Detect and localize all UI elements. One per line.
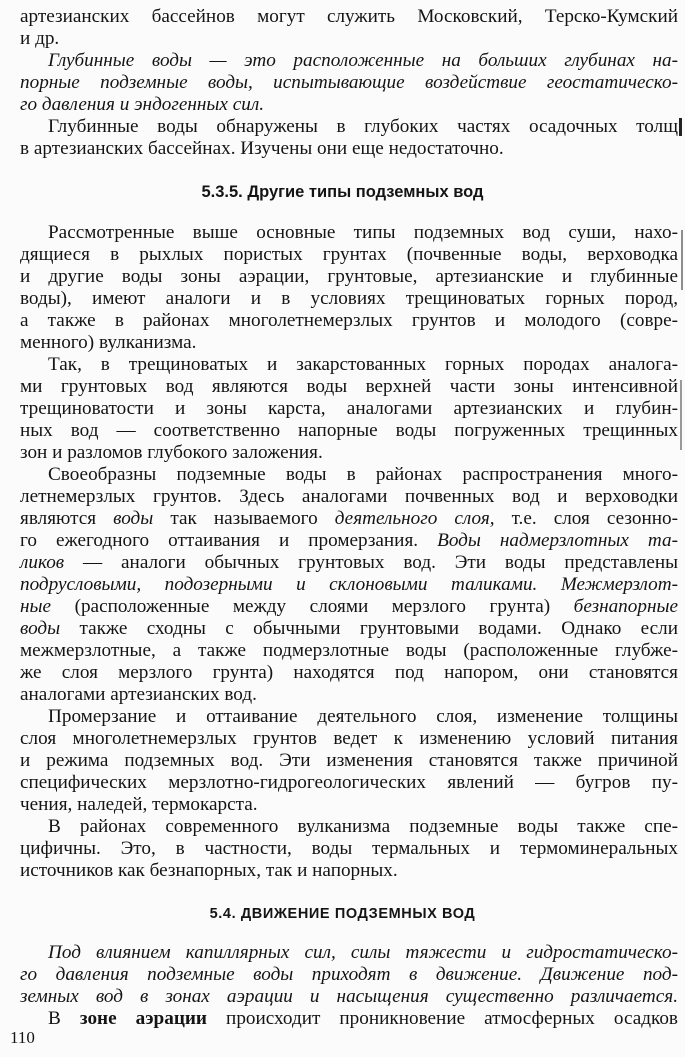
definition-line: порные подземные воды, испытывающие воздействие геостатическо- — [20, 72, 678, 93]
text-run: являются — [20, 508, 114, 529]
text-line — [48, 1008, 678, 1030]
term-taliki: ликов — [20, 552, 65, 573]
definition-line: Глубинные воды — это расположенные на больших глубинах на- — [48, 50, 678, 71]
text-run: также сходны с обычными грунтовыми водами. Однако если — [60, 618, 678, 639]
intro-line: Под влиянием капиллярных сил, силы тяжести и гидростатическо- — [48, 942, 678, 963]
text-line: Рассмотренные выше основные типы подземных вод суши, нахо- — [48, 222, 678, 243]
term-nonpressure: безнапорные — [573, 596, 678, 617]
text-line: артезианских бассейнов могут служить Московский, Терско-Кумский — [20, 6, 678, 27]
text-line: воды), имеют аналоги и в условиях трещиноватых горных пород, — [20, 288, 678, 309]
text-line: и режима подземных вод. Эти изменения становятся также причиной — [20, 750, 678, 771]
text-line: чения, наледей, термокарста. — [20, 794, 258, 815]
term-suprapermafrost: Воды надмерзлотных та- — [437, 530, 678, 551]
section-heading-54: 5.4. ДВИЖЕНИЕ ПОДЗЕМНЫХ ВОД — [209, 906, 476, 922]
text-line — [20, 552, 678, 574]
text-run: го ежегодного оттаивания и промерзания. — [20, 530, 438, 551]
text-run: — аналоги обычных грунтовых вод. Эти воды представлены — [64, 552, 678, 573]
text-line: Промерзание и оттаивание деятельного слоя, изменение толщины — [48, 706, 678, 727]
text-line: ми грунтовых вод являются воды верхней части зоны интенсивной — [20, 376, 678, 397]
definition-line: го давления и эндогенных сил. — [20, 94, 264, 115]
intro-line: земных вод в зонах аэрации и насыщения существенно различается. — [20, 986, 678, 1007]
text-line: и др. — [20, 28, 60, 49]
text-line: в артезианских бассейнах. Изучены они еще недостаточно. — [20, 138, 504, 159]
term-waters: воды — [20, 618, 61, 639]
term-active-layer: деятельного слоя, — [334, 508, 495, 529]
text-run: В — [48, 1008, 80, 1029]
text-line: Так, в трещиноватых и закарстованных горных породах аналога- — [48, 354, 678, 375]
section-heading-535: 5.3.5. Другие типы подземных вод — [201, 183, 484, 201]
text-line — [20, 596, 678, 618]
term-voda: воды — [113, 508, 154, 529]
text-line — [20, 530, 678, 552]
term-aeration-zone: зоне аэрации — [79, 1008, 207, 1029]
text-line: Глубинные воды обнаружены в глубоких частях осадочных толщ — [48, 116, 678, 137]
text-line: источников как безнапорных, так и напорных. — [20, 860, 398, 881]
text-line: межмерзлотные, а также подмерзлотные воды (расположенные глубже- — [20, 640, 678, 661]
text-line: а также в районах многолетнемерзлых грунтов и молодого (совре- — [20, 310, 678, 331]
scan-edge-mark — [679, 118, 682, 136]
text-line: и другие воды зоны аэрации, грунтовые, артезианские и глубинные — [20, 266, 678, 287]
text-run: (расположенные между слоями мерзлого грунта) — [51, 596, 574, 617]
text-line: летнемерзлых грунтов. Здесь аналогами почвенных вод и верховодки — [20, 486, 678, 507]
text-line: В районах современного вулканизма подземные воды также спе- — [48, 816, 678, 837]
scan-edge-mark — [680, 380, 682, 450]
text-line: специфических мерзлотно-гидрогеологических явлений — бугров пу- — [20, 772, 678, 793]
text-line: цифичны. Это, в частности, воды термальных и термоминеральных — [20, 838, 678, 859]
page-number: 110 — [10, 1028, 35, 1047]
intro-line: го давления подземные воды приходят в движение. Движение под- — [20, 964, 678, 985]
text-line: менного) вулканизма. — [20, 332, 197, 353]
text-line: же слоя мерзлого грунта) находятся под напором, они становятся — [20, 662, 678, 683]
text-run: т.е. слоя сезонно- — [494, 508, 678, 529]
text-line: дящиеся в рыхлых пористых грунтах (почвенные воды, верховодка — [20, 244, 678, 265]
text-line: слоя многолетнемерзлых грунтов ведет к изменению условий питания — [20, 728, 678, 749]
term-intrapermafrost: ные — [20, 596, 52, 617]
text-line: ных вод — соответственно напорные воды погруженных трещинных — [20, 420, 678, 441]
text-line — [20, 508, 678, 530]
text-line: аналогами артезианских вод. — [20, 684, 257, 705]
text-line: подрусловыми, подозерными и склоновыми таликами. Межмерзлот- — [20, 574, 678, 595]
scan-edge-mark — [681, 230, 683, 290]
text-run: происходит проникновение атмосферных осадков — [207, 1008, 678, 1029]
text-line — [20, 618, 678, 640]
text-line: трещиноватости и зоны карста, аналогами артезианских и глубин- — [20, 398, 678, 419]
text-line: зон и разломов глубокого заложения. — [20, 442, 323, 463]
text-line: Своеобразны подземные воды в районах распространения много- — [48, 464, 678, 485]
text-run: так называемого — [153, 508, 335, 529]
